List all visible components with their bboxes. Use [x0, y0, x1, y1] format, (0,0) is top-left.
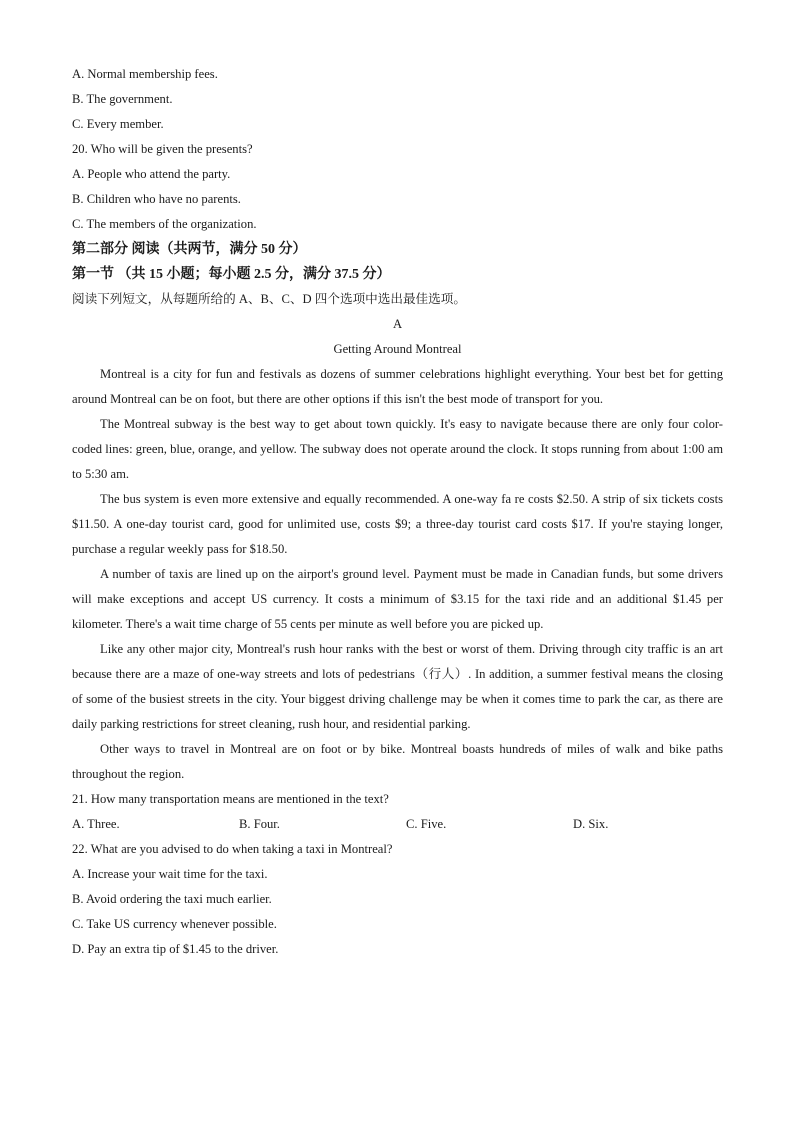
q20-option-a: A. People who attend the party. — [72, 167, 231, 181]
passage-paragraph: Other ways to travel in Montreal are on foot or by bike. Montreal boasts hundreds of miles of walk and bike paths throughout the region. — [72, 742, 723, 781]
q21-option-a: A. Three. — [72, 817, 120, 831]
passage-label: A — [392, 317, 403, 331]
section1-heading: 第一节 （共 15 小题；每小题 2.5 分，满分 37.5 分） — [72, 267, 391, 282]
q19-option-c: C. Every member. — [72, 117, 164, 131]
passage-paragraph: Montreal is a city for fun and festivals as dozens of summer celebrations highlight everything. Your best bet for getting around Montreal can be on foot, but there are other options if this isn't the best mode of transport for you. — [72, 367, 723, 406]
passage-paragraph: The Montreal subway is the best way to get about town quickly. It's easy to navigate because there are only four color-coded lines: green, blue, orange, and yellow. The subway does not operate around the clock. It stops running from about 1:00 am to 5:30 am. — [72, 417, 723, 481]
q22-option-a: A. Increase your wait time for the taxi. — [72, 867, 268, 881]
q19-option-b: B. The government. — [72, 92, 173, 106]
q21-option-d: D. Six. — [573, 817, 609, 831]
passage-paragraph: Like any other major city, Montreal's rush hour ranks with the best or worst of them. Driving through city traffic is an art because there are a maze of one-way streets and lots of pedestrians（行人）. In addition, a summer festival means the closing of some of the busiest streets in the city. Your biggest driving challenge may be when it comes time to park the car, as there are daily parking restrictions for street cleaning, rush hour, and residential parking. — [72, 642, 723, 731]
q20-option-c: C. The members of the organization. — [72, 217, 257, 231]
part2-heading: 第二部分 阅读（共两节，满分 50 分） — [72, 242, 307, 257]
passage-title: Getting Around Montreal — [333, 342, 462, 356]
q22-option-b: B. Avoid ordering the taxi much earlier. — [72, 892, 272, 906]
q22-option-d: D. Pay an extra tip of $1.45 to the driver. — [72, 942, 279, 956]
exam-page — [72, 62, 723, 962]
q21-option-b: B. Four. — [239, 817, 280, 831]
passage-paragraph: A number of taxis are lined up on the airport's ground level. Payment must be made in Canadian funds, but some drivers will make exceptions and accept US currency. It costs a minimum of $3.15 for the taxi ride and an additional $1.45 per kilometer. There's a wait time charge of 55 cents per minute as well before you are picked up. — [72, 567, 723, 631]
reading-instruction: 阅读下列短文，从每题所给的 A、B、C、D 四个选项中选出最佳选项。 — [72, 292, 466, 306]
q21-question: 21. How many transportation means are mentioned in the text? — [72, 792, 389, 806]
q19-option-a: A. Normal membership fees. — [72, 67, 218, 81]
q22-option-c: C. Take US currency whenever possible. — [72, 917, 277, 931]
q20-option-b: B. Children who have no parents. — [72, 192, 241, 206]
passage-paragraph: The bus system is even more extensive and equally recommended. A one-way fa re costs $2.50. A strip of six tickets costs $11.50. A one-day tourist card, good for unlimited use, costs $9; a three-day tourist card costs $17. If you're staying longer, purchase a regular weekly pass for $18.50. — [72, 492, 723, 556]
q20-question: 20. Who will be given the presents? — [72, 142, 253, 156]
q21-options — [72, 812, 723, 837]
q22-question: 22. What are you advised to do when taking a taxi in Montreal? — [72, 842, 393, 856]
q21-option-c: C. Five. — [406, 817, 447, 831]
